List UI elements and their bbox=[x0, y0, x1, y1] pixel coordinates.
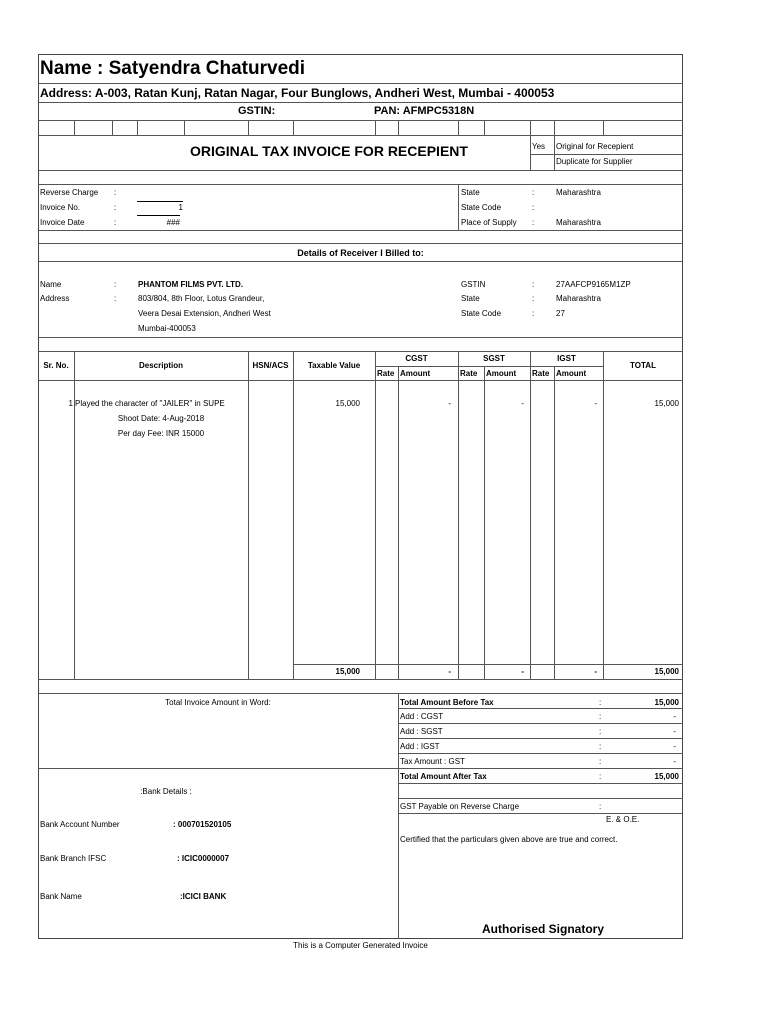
authorised-signatory: Authorised Signatory bbox=[482, 922, 605, 936]
add-cgst-label: Add : CGST bbox=[400, 712, 444, 721]
grid-line bbox=[458, 120, 459, 135]
grid-line bbox=[248, 351, 249, 679]
colon: : bbox=[599, 772, 602, 781]
colon: : bbox=[599, 727, 602, 736]
grid-line bbox=[458, 184, 459, 230]
copy-duplicate: Duplicate for Supplier bbox=[556, 157, 633, 166]
receiver-address-line2: Veera Desai Extension, Andheri West bbox=[138, 309, 271, 318]
total-igst: - bbox=[594, 667, 597, 676]
add-cgst-value: - bbox=[673, 712, 676, 721]
colon: : bbox=[599, 757, 602, 766]
receiver-state-code-label: State Code bbox=[461, 309, 502, 318]
divider bbox=[38, 230, 683, 231]
invoice-title: ORIGINAL TAX INVOICE FOR RECEPIENT bbox=[190, 143, 468, 159]
receiver-address-line1: 803/804, 8th Floor, Lotus Grandeur, bbox=[138, 294, 265, 303]
colon: : bbox=[599, 698, 602, 707]
grid-line bbox=[74, 120, 75, 135]
divider bbox=[38, 693, 683, 694]
total-cgst: - bbox=[448, 667, 451, 676]
col-description: Description bbox=[138, 361, 183, 370]
divider bbox=[38, 768, 683, 769]
receiver-gstin: 27AAFCP9165M1ZP bbox=[556, 280, 631, 289]
col-hsn: HSN/ACS bbox=[252, 361, 289, 370]
colon: : bbox=[599, 802, 602, 811]
add-igst-label: Add : IGST bbox=[400, 742, 440, 751]
total-taxable: 15,000 bbox=[335, 667, 360, 676]
divider bbox=[38, 135, 683, 136]
state-label: State bbox=[461, 188, 480, 197]
cgst-rate-header: Rate bbox=[377, 369, 395, 378]
receiver-state: Maharashtra bbox=[556, 294, 601, 303]
after-tax-value: 15,000 bbox=[654, 772, 679, 781]
divider bbox=[398, 813, 683, 814]
tax-gst-value: - bbox=[673, 757, 676, 766]
divider bbox=[293, 664, 683, 665]
bank-ifsc-label: Bank Branch IFSC bbox=[40, 854, 107, 863]
grid-line bbox=[530, 120, 531, 135]
bank-ifsc-value: : ICIC0000007 bbox=[177, 854, 230, 863]
bank-account-label: Bank Account Number bbox=[40, 820, 120, 829]
divider bbox=[38, 261, 683, 262]
invoice-date-label: Invoice Date bbox=[40, 218, 85, 227]
grid-line bbox=[375, 120, 376, 135]
before-tax-label: Total Amount Before Tax bbox=[400, 698, 494, 707]
divider bbox=[398, 708, 683, 709]
invoice-date-value: ### bbox=[137, 215, 180, 227]
divider bbox=[398, 723, 683, 724]
col-cgst: CGST bbox=[405, 354, 428, 363]
before-tax-value: 15,000 bbox=[654, 698, 679, 707]
grid-line bbox=[554, 135, 555, 170]
igst-amount-header: Amount bbox=[556, 369, 587, 378]
bank-details-heading: :Bank Details : bbox=[140, 787, 192, 796]
total-amount: 15,000 bbox=[654, 667, 679, 676]
divider bbox=[38, 380, 683, 381]
state-value: Maharashtra bbox=[556, 188, 601, 197]
state-code-label: State Code bbox=[461, 203, 502, 212]
after-tax-label: Total Amount After Tax bbox=[400, 772, 487, 781]
divider bbox=[38, 679, 683, 680]
bank-name-value: :ICICI BANK bbox=[180, 892, 227, 901]
footer-note: This is a Computer Generated Invoice bbox=[293, 941, 428, 950]
divider bbox=[38, 170, 683, 171]
issuer-gstin-label: GSTIN: bbox=[238, 105, 276, 117]
add-sgst-label: Add : SGST bbox=[400, 727, 443, 736]
row-sgst-amount: - bbox=[521, 399, 524, 408]
copy-original: Original for Recepient bbox=[556, 142, 634, 151]
colon: : bbox=[114, 188, 117, 197]
colon: : bbox=[532, 309, 535, 318]
divider bbox=[38, 102, 683, 103]
tax-gst-label: Tax Amount : GST bbox=[400, 757, 465, 766]
colon: : bbox=[532, 294, 535, 303]
grid-line bbox=[554, 120, 555, 135]
grid-line bbox=[530, 351, 531, 679]
grid-line bbox=[554, 366, 555, 679]
row-igst-amount: - bbox=[594, 399, 597, 408]
total-sgst: - bbox=[521, 667, 524, 676]
col-taxable: Taxable Value bbox=[307, 361, 361, 370]
sgst-amount-header: Amount bbox=[486, 369, 517, 378]
invoice-frame bbox=[38, 54, 683, 939]
divider bbox=[38, 243, 683, 244]
igst-rate-header: Rate bbox=[532, 369, 550, 378]
cgst-amount-header: Amount bbox=[400, 369, 431, 378]
invoice-no-label: Invoice No. bbox=[40, 203, 81, 212]
colon: : bbox=[532, 218, 535, 227]
divider bbox=[375, 366, 603, 367]
colon: : bbox=[532, 188, 535, 197]
grid-line bbox=[458, 351, 459, 679]
add-igst-value: - bbox=[673, 742, 676, 751]
receiver-address-line3: Mumbai-400053 bbox=[138, 324, 196, 333]
receiver-name: PHANTOM FILMS PVT. LTD. bbox=[138, 280, 244, 289]
divider bbox=[398, 738, 683, 739]
row-total: 15,000 bbox=[654, 399, 679, 408]
grid-line bbox=[484, 120, 485, 135]
divider bbox=[38, 120, 683, 121]
grid-line bbox=[398, 366, 399, 679]
colon: : bbox=[532, 280, 535, 289]
bank-name-label: Bank Name bbox=[40, 892, 82, 901]
sgst-rate-header: Rate bbox=[460, 369, 478, 378]
colon: : bbox=[599, 712, 602, 721]
grid-line bbox=[484, 366, 485, 679]
grid-line bbox=[112, 120, 113, 135]
col-total: TOTAL bbox=[630, 361, 656, 370]
col-sgst: SGST bbox=[483, 354, 505, 363]
receiver-heading: Details of Receiver I Billed to: bbox=[297, 248, 424, 258]
row-description: Played the character of "JAILER" in SUPE bbox=[75, 399, 225, 408]
grid-line bbox=[293, 120, 294, 135]
place-of-supply-value: Maharashtra bbox=[556, 218, 601, 227]
row-sr-no: 1 bbox=[68, 399, 73, 408]
receiver-gstin-label: GSTIN bbox=[461, 280, 486, 289]
row-shoot-date: Shoot Date: 4-Aug-2018 bbox=[117, 414, 205, 423]
grid-line bbox=[375, 351, 376, 679]
reverse-charge-label: Reverse Charge bbox=[40, 188, 99, 197]
grid-line bbox=[603, 120, 604, 135]
colon: : bbox=[114, 203, 117, 212]
receiver-state-code: 27 bbox=[556, 309, 565, 318]
colon: : bbox=[114, 280, 117, 289]
divider bbox=[38, 184, 683, 185]
receiver-address-label: Address bbox=[40, 294, 70, 303]
reverse-charge-payable-label: GST Payable on Reverse Charge bbox=[400, 802, 520, 811]
add-sgst-value: - bbox=[673, 727, 676, 736]
row-fee: Per day Fee: INR 15000 bbox=[117, 429, 205, 438]
receiver-state-label: State bbox=[461, 294, 480, 303]
receiver-name-label: Name bbox=[40, 280, 62, 289]
invoice-no-value: 1 bbox=[137, 201, 183, 212]
grid-line bbox=[398, 693, 399, 939]
bank-account-value: : 000701520105 bbox=[173, 820, 232, 829]
issuer-name: Name : Satyendra Chaturvedi bbox=[40, 58, 306, 79]
grid-line bbox=[398, 120, 399, 135]
amount-in-words-label: Total Invoice Amount in Word: bbox=[165, 698, 271, 707]
divider bbox=[38, 351, 683, 352]
row-taxable: 15,000 bbox=[335, 399, 360, 408]
divider bbox=[38, 83, 683, 84]
grid-line bbox=[184, 120, 185, 135]
colon: : bbox=[114, 218, 117, 227]
divider bbox=[38, 337, 683, 338]
divider bbox=[398, 783, 683, 784]
grid-line bbox=[248, 120, 249, 135]
divider bbox=[398, 798, 683, 799]
copy-yes-mark: Yes bbox=[532, 142, 546, 151]
col-sr-no: Sr. No. bbox=[43, 361, 69, 370]
grid-line bbox=[137, 120, 138, 135]
issuer-pan: PAN: AFMPC5318N bbox=[374, 105, 475, 117]
divider bbox=[398, 753, 683, 754]
colon: : bbox=[599, 742, 602, 751]
row-cgst-amount: - bbox=[448, 399, 451, 408]
eoe-note: E. & O.E. bbox=[606, 815, 640, 824]
grid-line bbox=[530, 135, 531, 170]
col-igst: IGST bbox=[557, 354, 576, 363]
colon: : bbox=[114, 294, 117, 303]
colon: : bbox=[532, 203, 535, 212]
issuer-address: Address: A-003, Ratan Kunj, Ratan Nagar, Four Bunglows, Andheri West, Mumbai - 400053 bbox=[40, 86, 555, 100]
place-of-supply-label: Place of Supply bbox=[461, 218, 517, 227]
certification-text: Certified that the particulars given above are true and correct. bbox=[400, 835, 618, 844]
divider bbox=[530, 154, 683, 155]
